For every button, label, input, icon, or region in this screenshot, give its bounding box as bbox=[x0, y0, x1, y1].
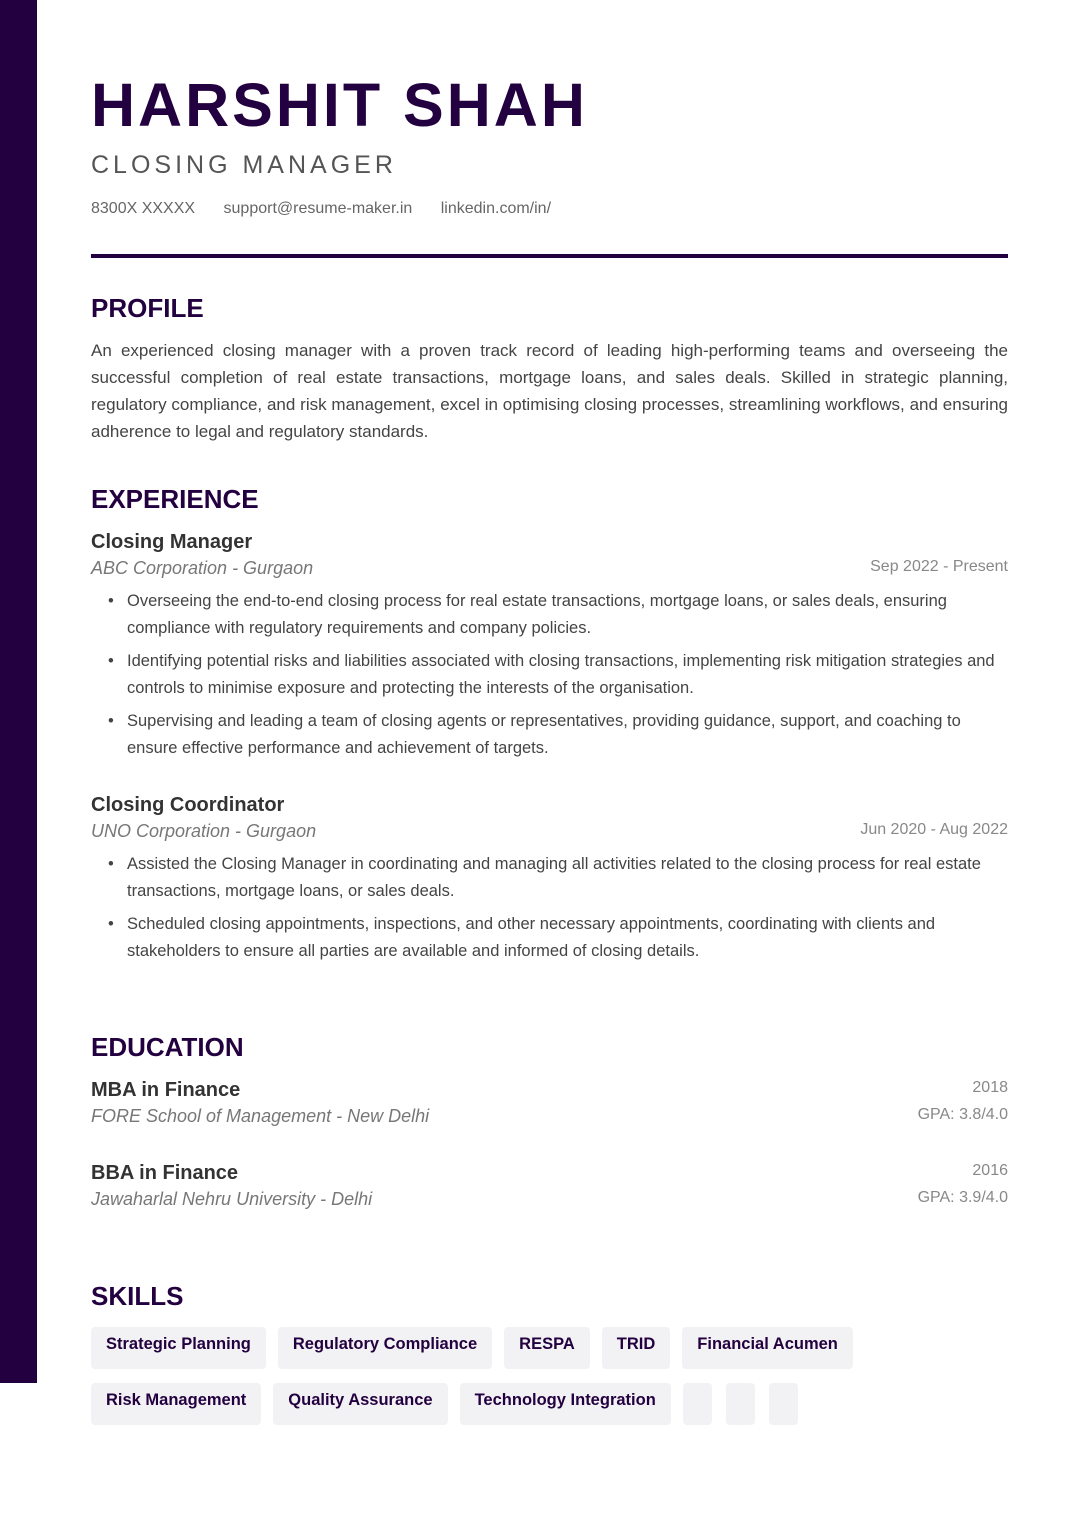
skill-tag: Technology Integration bbox=[460, 1383, 671, 1425]
job-bullet: • Supervising and leading a team of closing agents or representatives, providing guidance, support, and coaching to ensure effective performance and achievement of targets. bbox=[91, 708, 1008, 762]
phone-number: 8300X XXXXX bbox=[91, 200, 196, 217]
job-bullets bbox=[91, 851, 1008, 971]
graduation-year: 2018 bbox=[972, 1079, 1008, 1096]
skills-heading: SKILLS bbox=[91, 1281, 184, 1311]
skill-tag: Financial Acumen bbox=[682, 1327, 853, 1369]
job-bullet: • Assisted the Closing Manager in coordinating and managing all activities related to the closing process for real estate transactions, mortgage loans, or sales deals. bbox=[91, 851, 1008, 905]
header-divider bbox=[91, 254, 1008, 258]
job-bullet: • Scheduled closing appointments, inspections, and other necessary appointments, coordinating with clients and stakeholders to ensure all parties are available and informed of closing details. bbox=[91, 911, 1008, 965]
skill-tag: Risk Management bbox=[91, 1383, 261, 1425]
skill-tag: Quality Assurance bbox=[273, 1383, 447, 1425]
skill-tag: RESPA bbox=[504, 1327, 590, 1369]
school-name: Jawaharlal Nehru University - Delhi bbox=[91, 1189, 373, 1209]
profile-heading: PROFILE bbox=[91, 293, 204, 323]
empty-skill-tag bbox=[726, 1383, 755, 1425]
school-name: FORE School of Management - New Delhi bbox=[91, 1106, 430, 1126]
left-accent-bar bbox=[0, 0, 37, 1383]
contact-line bbox=[91, 199, 575, 219]
job-title: Closing Coordinator bbox=[91, 794, 285, 816]
job-bullet: • Overseeing the end-to-end closing process for real estate transactions, mortgage loans, or sales deals, ensuring compliance with regulatory requirements and company policies. bbox=[91, 588, 1008, 642]
degree-title: MBA in Finance bbox=[91, 1079, 241, 1101]
profile-summary: An experienced closing manager with a proven track record of leading high-performing teams and overseeing the successful completion of real estate transactions, mortgage loans, and sales deals. Skilled in strategic planning, regulatory compliance, and risk management, excel in optimising closing processes, streamlining workflows, and ensuring adherence to legal and regulatory standards. bbox=[91, 341, 1008, 441]
email-address: support@resume-maker.in bbox=[223, 200, 413, 217]
skills-row bbox=[91, 1383, 812, 1425]
skills-row bbox=[91, 1327, 865, 1369]
skill-tag: TRID bbox=[602, 1327, 671, 1369]
skill-tag: Strategic Planning bbox=[91, 1327, 266, 1369]
gpa-value: GPA: 3.8/4.0 bbox=[917, 1106, 1008, 1123]
gpa-value: GPA: 3.9/4.0 bbox=[917, 1189, 1008, 1206]
empty-skill-tag bbox=[769, 1383, 798, 1425]
degree-title: BBA in Finance bbox=[91, 1162, 239, 1184]
job-bullets bbox=[91, 588, 1008, 768]
empty-skill-tag bbox=[683, 1383, 712, 1425]
job-bullet: • Identifying potential risks and liabilities associated with closing transactions, implementing risk mitigation strategies and controls to minimise exposure and protecting the interests of the organisation. bbox=[91, 648, 1008, 702]
candidate-title: CLOSING MANAGER bbox=[91, 151, 397, 179]
experience-heading: EXPERIENCE bbox=[91, 484, 259, 514]
job-dates: Sep 2022 - Present bbox=[870, 558, 1008, 575]
job-company: ABC Corporation - Gurgaon bbox=[91, 558, 314, 578]
candidate-name: HARSHIT SHAH bbox=[91, 71, 588, 139]
graduation-year: 2016 bbox=[972, 1162, 1008, 1179]
skill-tag: Regulatory Compliance bbox=[278, 1327, 492, 1369]
job-dates: Jun 2020 - Aug 2022 bbox=[860, 821, 1008, 838]
job-title: Closing Manager bbox=[91, 531, 253, 553]
job-company: UNO Corporation - Gurgaon bbox=[91, 821, 317, 841]
education-heading: EDUCATION bbox=[91, 1032, 244, 1062]
linkedin-link[interactable]: linkedin.com/in/ bbox=[440, 200, 552, 217]
